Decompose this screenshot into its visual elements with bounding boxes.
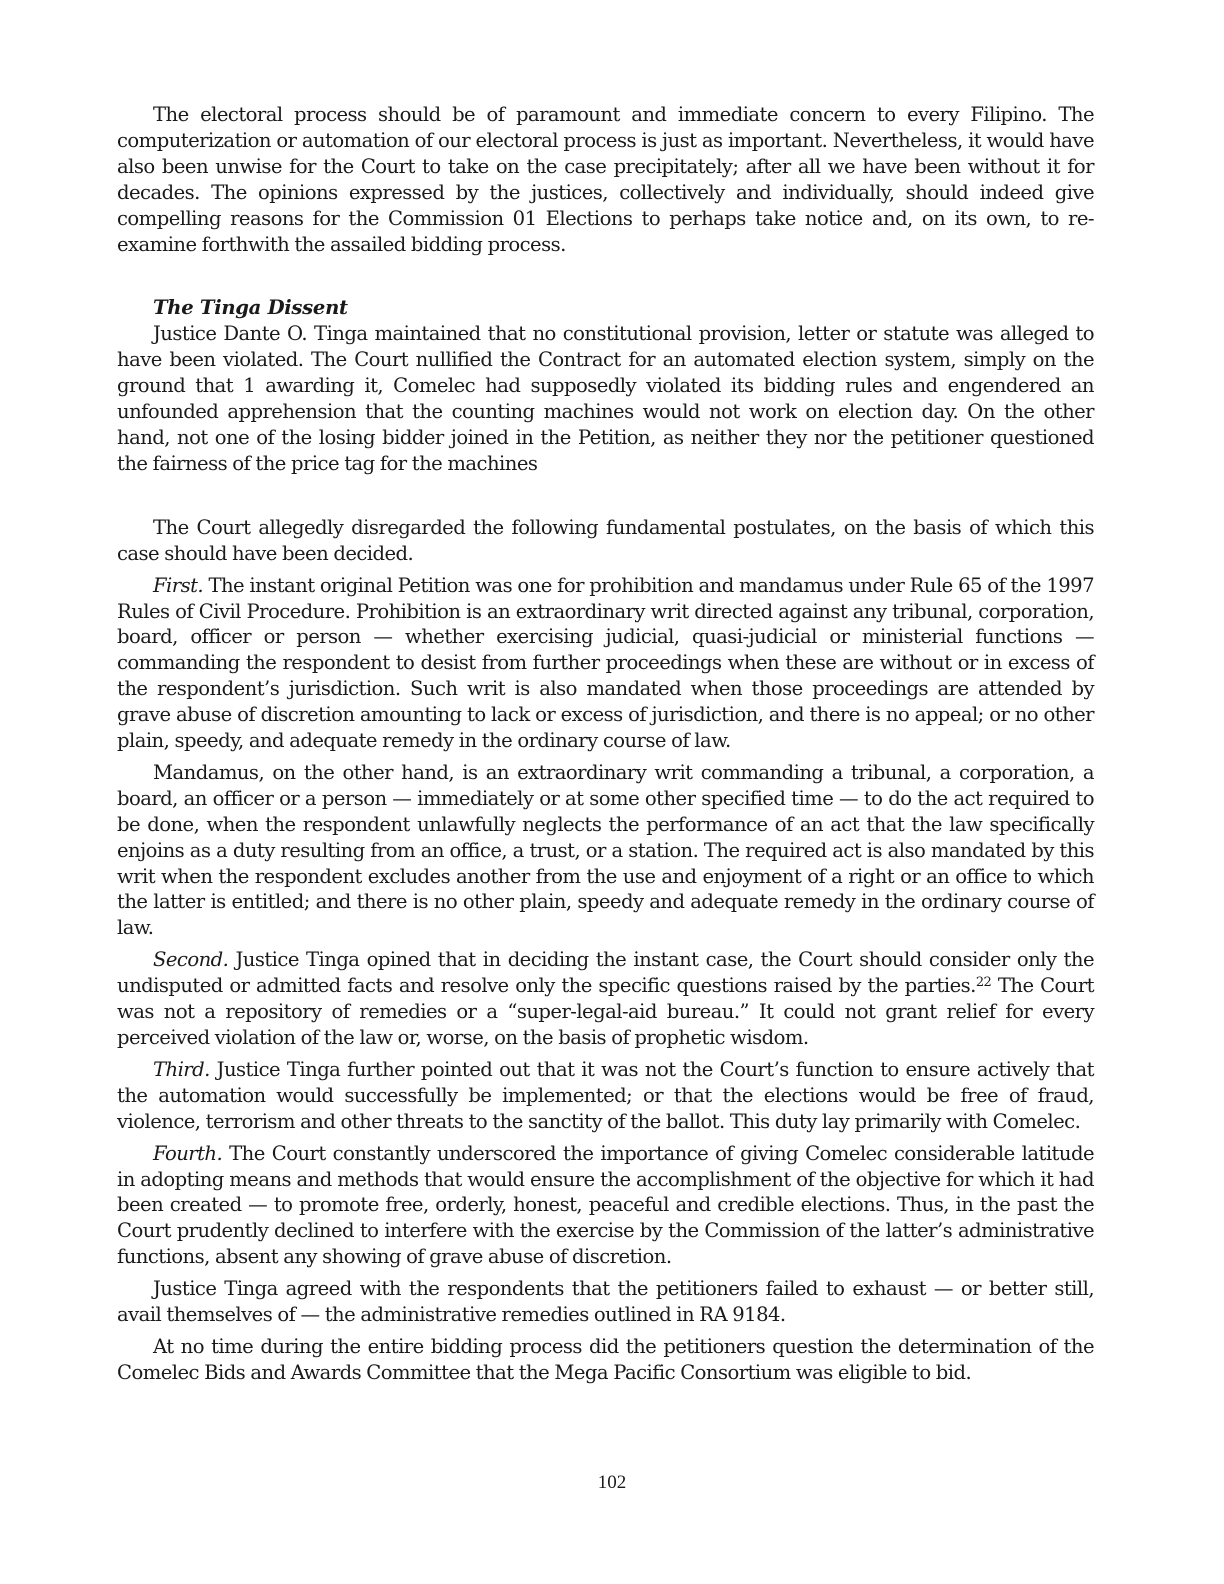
spacer — [117, 477, 1094, 515]
document-body — [117, 102, 1094, 1386]
footnote-marker[interactable]: 22 — [975, 975, 992, 991]
spacer — [117, 257, 1094, 295]
paragraph-electoral-process: The electoral process should be of paramount and immediate concern to every Filipino. The computerization or automation of our electoral process is just as important. Nevertheless, it would have also been unwise for the Court to take on the case precipitately; after all we have been without it for decades. The opinions expressed by the justices, collectively and individually, should indeed give compelling reasons for the Commission 01 Elections to perhaps take notice and, on its own, to re-examine forthwith the assailed bidding process. — [117, 103, 1094, 256]
paragraph-second-text-a: Justice Tinga opined that in deciding the instant case, the Court should consider only the undisputed or admitted facts and resolve only the specific questions raised by the parties. — [117, 948, 1094, 998]
paragraph-fourth-text: The Court constantly underscored the importance of giving Comelec considerable latitude in adopting means and methods that would ensure the accomplishment of the objective for which it had been created — to promote free, orderly, honest, peaceful and credible elections. Thus, in the past the Court prudently declined to interfere with the exercise by the Commission of the latter’s administrative functions, absent any showing of grave abuse of discretion. — [117, 1141, 1094, 1269]
paragraph-third-text: Justice Tinga further pointed out that it was not the Court’s function to ensure actively that the automation would successfully be implemented; or that the elections would be free of fraud, violence, terrorism and other threats to the sanctity of the ballot. This duty lay primarily with Comelec. — [117, 1057, 1094, 1133]
page-number: 102 — [597, 1472, 627, 1493]
paragraph-exhaust-remedies: Justice Tinga agreed with the respondents that the petitioners failed to exhaust — or better still, avail themselves of — the administrative remedies outlined in RA 9184. — [117, 1277, 1094, 1327]
paragraph-second-text-b: The Court was not a repository of remedies or a “super-legal-aid bureau.” It could not grant relief for every perceived violation of the law or, worse, on the basis of prophetic wisdom. — [117, 974, 1095, 1049]
paragraph-fundamental-postulates: The Court allegedly disregarded the following fundamental postulates, on the basis of which this case should have been decided. — [117, 515, 1094, 565]
paragraph-lead-third: Third. — [153, 1057, 210, 1081]
paragraph-mandamus: Mandamus, on the other hand, is an extraordinary writ commanding a tribunal, a corporation, a board, an officer or a person — immediately or at some other specified time — to do the act required to be done, when the respondent unlawfully neglects the performance of an act that the law specifically enjoins as a duty resulting from an office, a trust, or a station. The required act is also mandated by this writ when the respondent excludes another from the use and enjoyment of a right or an office to which the latter is entitled; and there is no other plain, speedy and adequate remedy in the ordinary course of law. — [117, 760, 1094, 940]
paragraph-lead-second: Second. — [153, 948, 229, 972]
paragraph-bidding-process: At no time during the entire bidding process did the petitioners question the determination of the Comelec Bids and Awards Committee that the Mega Pacific Consortium was eligible to bid. — [117, 1334, 1094, 1384]
section-heading: The Tinga Dissent — [153, 296, 348, 320]
paragraph-lead-fourth: Fourth. — [153, 1141, 223, 1165]
paragraph-tinga-maintained: Justice Dante O. Tinga maintained that no constitutional provision, letter or statute was alleged to have been violated. The Court nullified the Contract for an automated election system, simply on the ground that 1 awarding it, Comelec had supposedly violated its bidding rules and engendered an unfounded apprehension that the counting machines would not work on election day. On the other hand, not one of the losing bidder joined in the Petition, as neither they nor the petitioner questioned the fairness of the price tag for the machines — [117, 322, 1094, 475]
paragraph-fourth — [117, 1141, 1094, 1271]
paragraph-lead-first: First. — [153, 573, 204, 597]
paragraph-third — [117, 1057, 1094, 1135]
paragraph-second — [117, 947, 1094, 1051]
paragraph-first-text: The instant original Petition was one for prohibition and mandamus under Rule 65 of the 1997 Rules of Civil Procedure. Prohibition is an extraordinary writ directed against any tribunal, corporation, board, officer or person — whether exercising judicial, quasi-judicial or ministerial functions — commanding the respondent to desist from further proceedings when these are without or in excess of the respondent’s jurisdiction. Such writ is also mandated when those proceedings are attended by grave abuse of discretion amounting to lack or excess of jurisdiction, and there is no appeal; or no other plain, speedy, and adequate remedy in the ordinary course of law. — [117, 573, 1094, 753]
paragraph-first — [117, 573, 1094, 754]
